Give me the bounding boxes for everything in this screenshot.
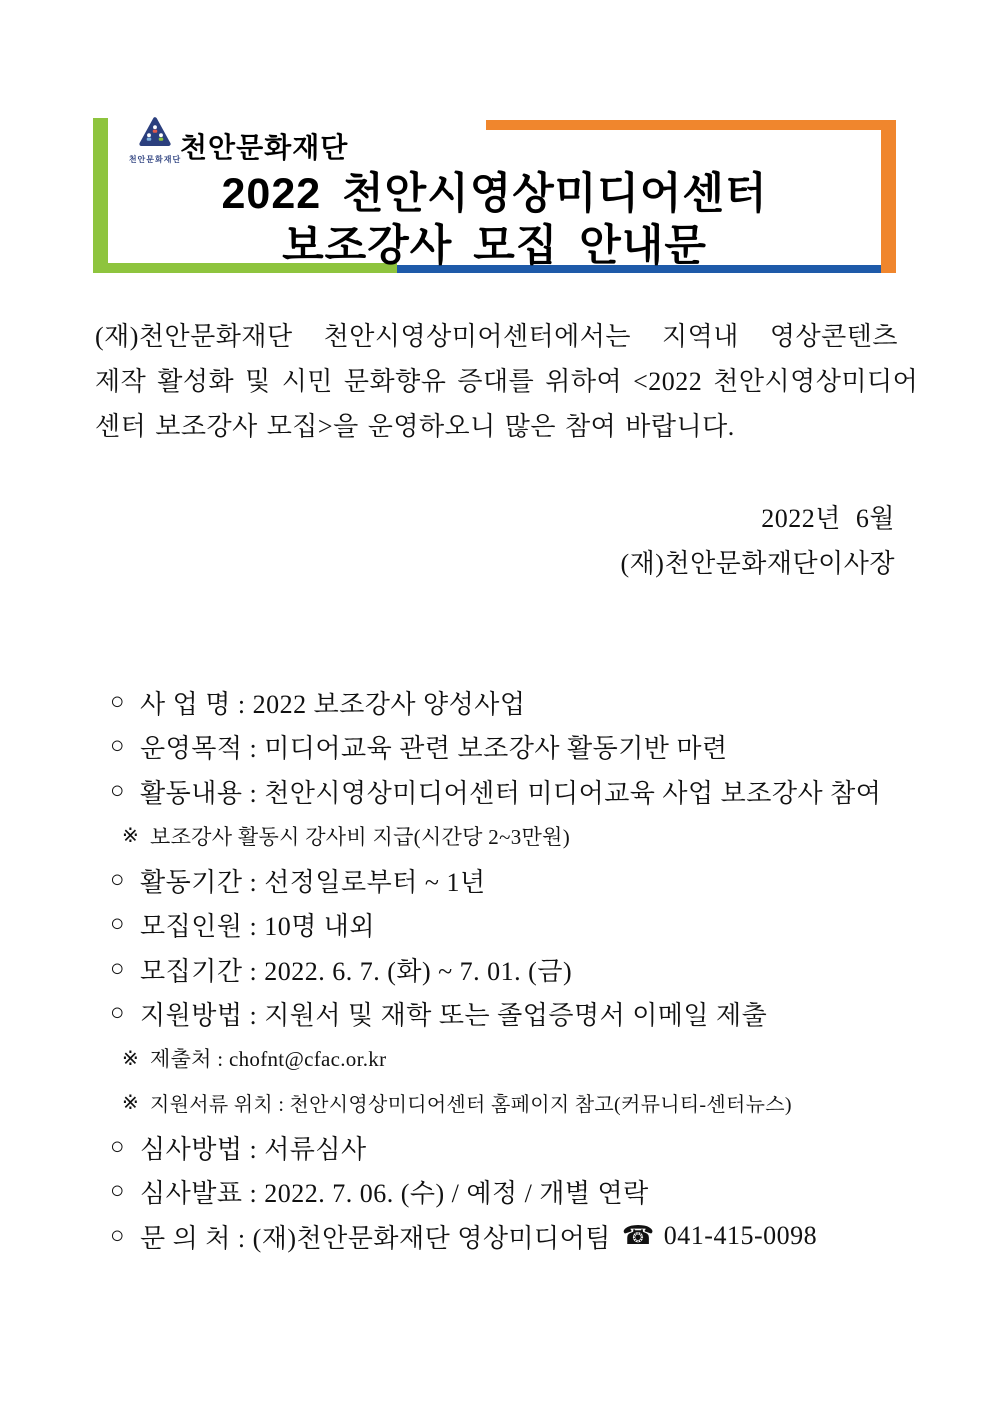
list-item-purpose: ○ 운영목적 : 미디어교육 관련 보조강사 활동기반 마련 [110,733,728,764]
circle-bullet: ○ [110,1133,125,1160]
circle-bullet: ○ [110,955,125,982]
note-document-location: ※ 지원서류 위치 : 천안시영상미디어센터 홈페이지 참고(커뮤니티-센터뉴스) [122,1092,792,1117]
telephone-icon: ☎ [621,1221,655,1251]
signature-block [95,496,895,586]
list-item-announcement: ○ 심사발표 : 2022. 7. 06. (수) / 예정 / 개별 연락 [110,1178,649,1209]
circle-bullet: ○ [110,911,125,938]
circle-bullet: ○ [110,733,125,760]
list-item-period: ○ 활동기간 : 선정일로부터 ~ 1년 [110,866,486,897]
circle-bullet: ○ [110,688,125,715]
document-title-line1: 2022 천안시영상미디어센터 [221,170,768,218]
circle-bullet: ○ [110,1222,125,1249]
foundation-logo [123,116,187,165]
document-title-line2: 보조강사 모집 안내문 [282,222,707,270]
circle-bullet: ○ [110,1178,125,1205]
list-item-project-name: ○ 사 업 명 : 2022 보조강사 양성사업 [110,688,526,719]
frame-bar-orange-top [486,120,896,130]
triangle-logo-icon [139,116,171,148]
list-item-review-method: ○ 심사방법 : 서류심사 [110,1133,367,1164]
organization-name: 천안문화재단 [180,132,349,163]
circle-bullet: ○ [110,777,125,804]
intro-paragraph [95,314,919,449]
reference-mark: ※ [122,1092,140,1115]
list-item-recruit-period: ○ 모집기간 : 2022. 6. 7. (화) ~ 7. 01. (금) [110,955,573,986]
document-date: 2022년 6월 [761,504,895,533]
circle-bullet: ○ [110,1000,125,1027]
reference-mark: ※ [122,1047,140,1070]
intro-line: 제작 활성화 및 시민 문화향유 증대를 위하여 <2022 천안시영상미디어 [95,367,919,396]
list-item-contact: ○ 문 의 처 : (재)천안문화재단 영상미디어팀 ☎ 041-415-0098 [110,1221,818,1253]
intro-line: (재)천안문화재단 천안시영상미어센터에서는 지역내 영상콘텐츠 [95,322,898,351]
list-item-activity: ○ 활동내용 : 천안시영상미디어센터 미디어교육 사업 보조강사 참여 [110,777,882,808]
submission-email: 제출처 : chofnt@cfac.or.kr [150,1047,387,1072]
document-signer: (재)천안문화재단이사장 [620,549,895,578]
circle-bullet: ○ [110,866,125,893]
note-submission-email [0,1036,992,1081]
logo-caption: 천안문화재단 [128,155,182,164]
intro-line: 센터 보조강사 모집>을 운영하오니 많은 참여 바랍니다. [95,412,735,441]
note-instructor-fee: ※ 보조강사 활동시 강사비 지급(시간당 2~3만원) [122,824,571,849]
reference-mark: ※ [122,825,140,848]
phone-number: 041-415-0098 [663,1221,818,1251]
list-item-apply-method: ○ 지원방법 : 지원서 및 재학 또는 졸업증명서 이메일 제출 [110,1000,768,1031]
details-list [0,680,992,1259]
list-item-headcount: ○ 모집인원 : 10명 내외 [110,911,376,942]
